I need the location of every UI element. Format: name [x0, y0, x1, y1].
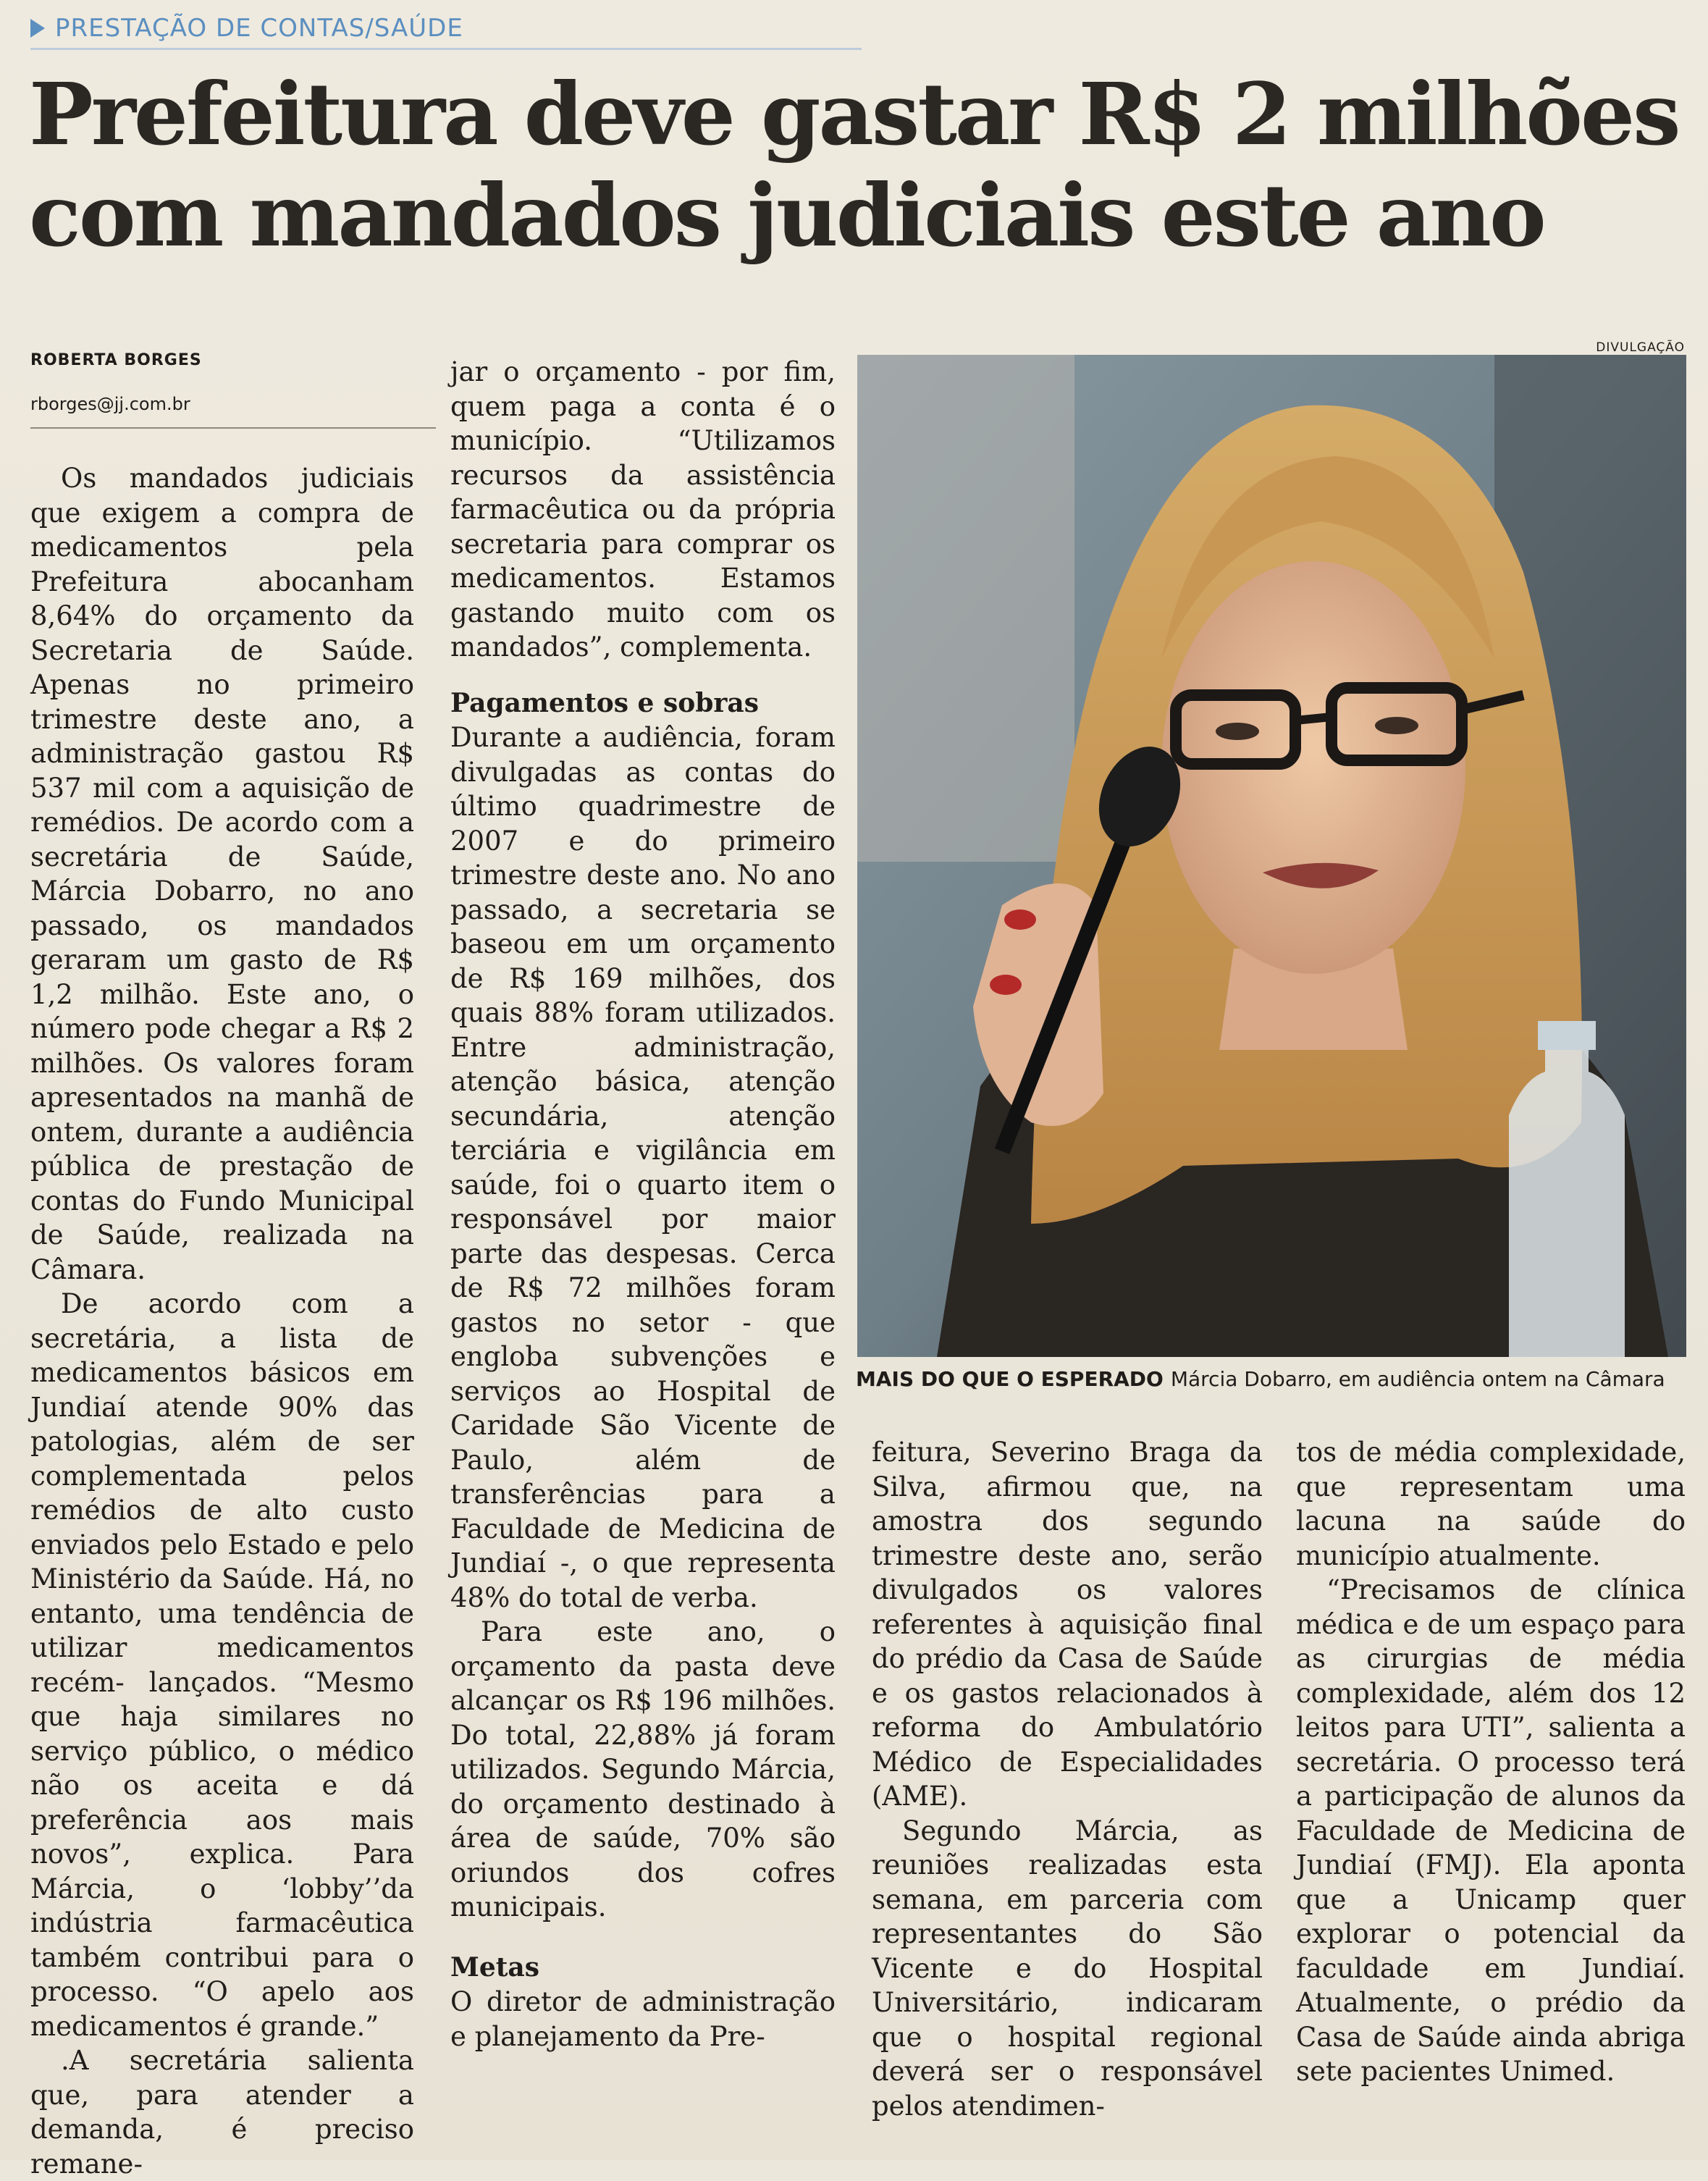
caption-kicker: MAIS DO QUE O ESPERADO	[856, 1367, 1164, 1391]
byline-divider	[30, 427, 436, 429]
article-column-1	[30, 461, 414, 2181]
paragraph: Durante a audiência, foram divulgadas as contas do último quadrimestre de 2007 e do primeiro trimestre deste ano. No ano passado, a secretaria se baseou em um orçamento de R$ 169 milhões, dos quais 88% foram utilizados. Entre administração, atenção básica, atenção secundária, atenção terciária e vigilância em saúde, foi o quarto item o responsável por maior parte das despesas. Cerca de R$ 72 milhões foram gastos no setor - que engloba subvenções e serviços ao Hospital de Caridade São Vicente de Paulo, além de transferências para a Faculdade de Medicina de Jundiaí -, o que representa 48% do total de verba.	[450, 722, 836, 1613]
paragraph: De acordo com a secretária, a lista de medicamentos básicos em Jundiaí atende 90% das patologias, além de ser complementada pelos remédios de alto custo enviados pelo Estado e pelo Ministério da Saúde. Há, no entanto, uma tendência de utilizar medicamentos recém- lançados. “Mesmo que haja similares no serviço público, o médico não os aceita e dá preferência aos mais novos”, explica. Para Márcia, o ‘lobby’’da indústria farmacêutica também contribui para o processo. “O apelo aos medicamentos é grande.”	[30, 1288, 414, 2042]
author-name: ROBERTA BORGES	[30, 351, 202, 369]
paragraph: “Precisamos de clínica médica e de um espaço para as cirurgias de média complexidade, além dos 12 leitos para UTI”, salienta a secretária. O processo terá a participação de alunos da Faculdade de Medicina de Jundiaí (FMJ). Ela aponta que a Unicamp quer explorar o potencial da faculdade em Jundiaí. Atualmente, o prédio da Casa de Saúde ainda abriga sete pacientes Unimed.	[1296, 1574, 1686, 2087]
article-column-3	[872, 1435, 1263, 2123]
subhead-pagamentos: Pagamentos e sobras	[450, 687, 759, 718]
subhead-metas: Metas	[450, 1951, 539, 1983]
paragraph: .A secretária salienta que, para atender a demanda, é preciso remane-	[30, 2045, 414, 2180]
arrow-right-icon	[30, 19, 45, 38]
section-rule	[30, 48, 862, 50]
paragraph: Segundo Márcia, as reuniões realizadas esta semana, em parceria com representantes do São Vicente e do Hospital Universitário, indicaram que o hospital regional deverá ser o responsável pelos atendimen-	[872, 1815, 1263, 2122]
article-column-4	[1296, 1435, 1686, 2089]
section-tag	[30, 10, 463, 46]
paragraph: feitura, Severino Braga da Silva, afirmou que, na amostra dos segundo trimestre deste ano, serão divulgados os valores referentes à aquisição final do prédio da Casa de Saúde e os gastos relacionados à reforma do Ambulatório Médico de Especialidades (AME).	[872, 1437, 1263, 1812]
paragraph: jar o orçamento - por fim, quem paga a conta é o município. “Utilizamos recursos da assistência farmacêutica ou da própria secretaria para comprar os medicamentos. Estamos gastando muito com os mandados”, complementa.	[450, 356, 836, 663]
spacer	[450, 665, 836, 686]
spacer	[450, 1925, 836, 1951]
headline: Prefeitura deve gastar R$ 2 milhões com mandados judiciais este ano	[29, 64, 1679, 266]
paragraph: Os mandados judiciais que exigem a compra de medicamentos pela Prefeitura abocanham 8,64% do orçamento da Secretaria de Saúde. Apenas no primeiro trimestre deste ano, a administração gastou R$ 537 mil com a aquisição de remédios. De acordo com a secretária de Saúde, Márcia Dobarro, no ano passado, os mandados geraram um gasto de R$ 1,2 milhão. Este ano, o número pode chegar a R$ 2 milhões. Os valores foram apresentados na manhã de ontem, durante a audiência pública de prestação de contas do Fundo Municipal de Saúde, realizada na Câmara.	[30, 463, 414, 1285]
photo-caption	[856, 1367, 1688, 1391]
speaker-photo	[857, 355, 1686, 1357]
paragraph: Para este ano, o orçamento da pasta deve alcançar os R$ 196 milhões. Do total, 22,88% já foram utilizados. Segundo Márcia, do orçamento destinado à área de saúde, 70% são oriundos dos cofres municipais.	[450, 1616, 836, 1922]
section-label: PRESTAÇÃO DE CONTAS/SAÚDE	[55, 14, 463, 43]
paragraph: O diretor de administração e planejamento da Pre-	[450, 1986, 836, 2052]
article-column-2	[450, 355, 836, 2054]
caption-text: Márcia Dobarro, em audiência ontem na Câmara	[1170, 1367, 1665, 1391]
author-email: rborges@jj.com.br	[30, 394, 190, 414]
photo-credit: DIVULGAÇÃO	[1596, 340, 1685, 355]
byline	[30, 351, 436, 414]
paragraph: tos de média complexidade, que representam uma lacuna na saúde do município atualmente.	[1296, 1437, 1686, 1571]
